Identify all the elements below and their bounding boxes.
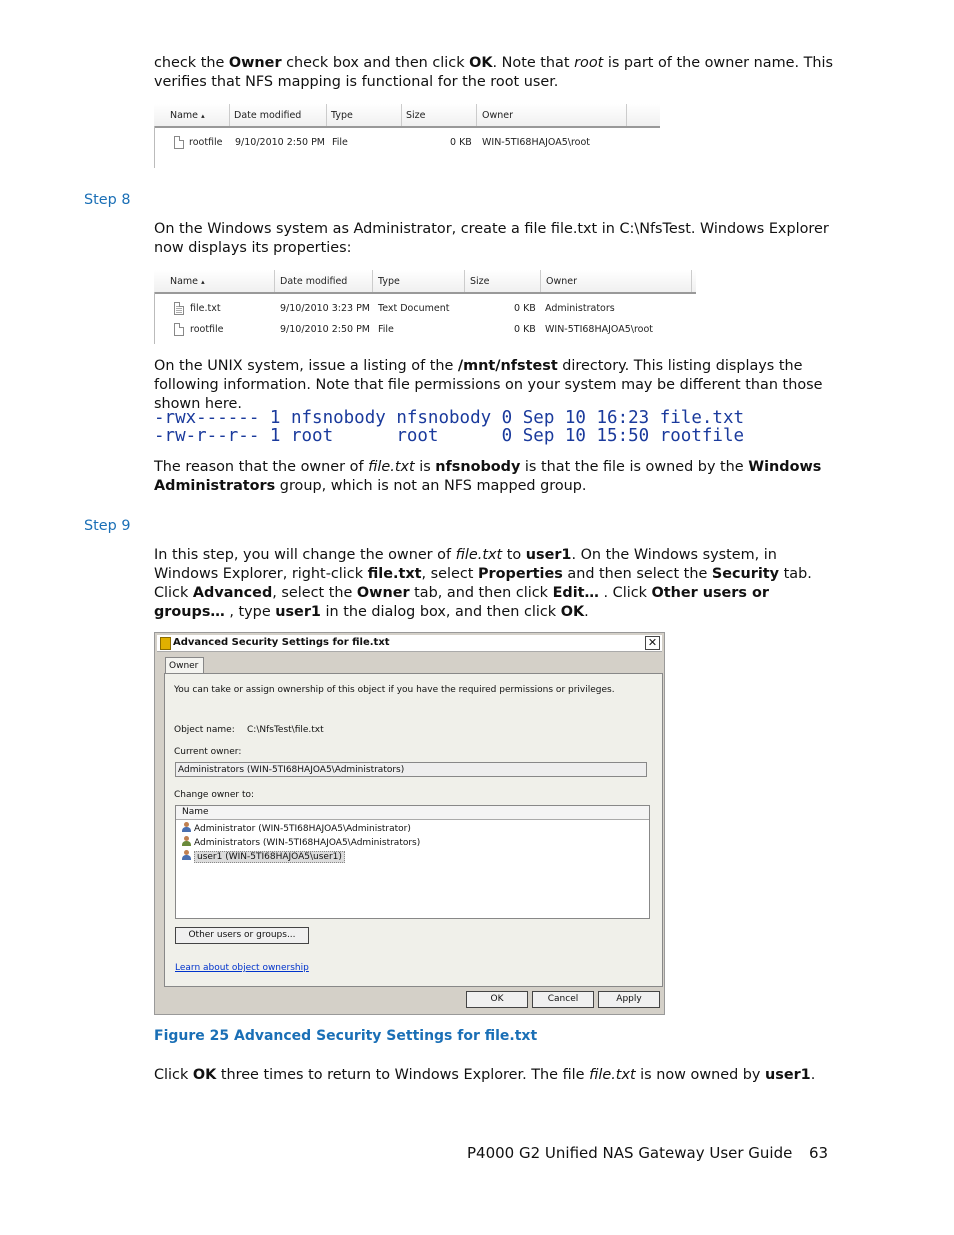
- list-item-administrator[interactable]: Administrator (WIN-5TI68HAJOA5\Administrator): [182, 822, 411, 835]
- column-header-date[interactable]: Date modified: [230, 104, 327, 126]
- explorer-header: [154, 270, 696, 294]
- file-date: 9/10/2010 2:50 PM: [280, 324, 371, 335]
- page-number: 63: [809, 1144, 829, 1162]
- file-size: 0 KB: [514, 324, 536, 335]
- file-date: 9/10/2010 2:50 PM: [235, 137, 326, 148]
- current-owner-field: Administrators (WIN-5TI68HAJOA5\Administrators): [175, 762, 647, 777]
- file-row[interactable]: [154, 134, 660, 152]
- file-type: File: [332, 137, 348, 148]
- column-header-date[interactable]: Date modified: [275, 270, 373, 292]
- file-name: file.txt: [190, 303, 221, 314]
- file-row[interactable]: [154, 321, 696, 339]
- column-header-type[interactable]: Type: [373, 270, 465, 292]
- explorer-header: [154, 104, 660, 128]
- listing-line-1: -rwx------ 1 nfsnobody nfsnobody 0 Sep 10 16:23 file.txt: [154, 408, 745, 428]
- step-9-text: In this step, you will change the owner of file.txt to user1. On the Windows system, in Windows Explorer, right-click file.txt, select Properties and then select the Security tab. Click Advanced, select the Owner tab, and then click Edit… . Click Other users or groups… , type user1 in the dialog box, and then click OK.: [154, 547, 812, 620]
- reason-paragraph: The reason that the owner of file.txt is nfsnobody is that the file is owned by the Windows Administrators group, which is not an NFS mapped group.: [154, 459, 822, 494]
- close-button[interactable]: [645, 636, 660, 650]
- column-header-type[interactable]: Type: [327, 104, 402, 126]
- explorer-listing-rootfile: [154, 104, 660, 168]
- list-header-name[interactable]: Name: [176, 806, 649, 820]
- column-header-size[interactable]: Size: [402, 104, 477, 126]
- column-header-owner[interactable]: Owner: [477, 104, 627, 126]
- change-owner-label: Change owner to:: [174, 790, 255, 800]
- figure-caption: Figure 25 Advanced Security Settings for file.txt: [154, 1028, 538, 1044]
- column-header-name[interactable]: Name ▴: [154, 104, 230, 126]
- other-users-button[interactable]: Other users or groups...: [175, 927, 309, 944]
- dialog-titlebar: [157, 635, 662, 652]
- file-icon: [174, 323, 184, 336]
- object-name-value: C:\NfsTest\file.txt: [247, 725, 324, 735]
- step-8-text: On the Windows system as Administrator, create a file file.txt in C:\NfsTest. Windows Explorer now displays its properties:: [154, 221, 829, 256]
- file-owner: Administrators: [545, 303, 615, 314]
- owner-panel: [164, 673, 663, 987]
- dialog-title: Advanced Security Settings for file.txt: [173, 637, 390, 648]
- file-date: 9/10/2010 3:23 PM: [280, 303, 371, 314]
- file-row[interactable]: [154, 300, 696, 318]
- column-header-size[interactable]: Size: [465, 270, 541, 292]
- file-owner: WIN-5TI68HAJOA5\root: [482, 137, 591, 148]
- learn-ownership-link[interactable]: Learn about object ownership: [175, 963, 309, 973]
- column-header-name[interactable]: Name ▴: [154, 270, 275, 292]
- text-file-icon: [174, 302, 184, 315]
- file-name: rootfile: [189, 137, 223, 148]
- advanced-security-dialog: [154, 632, 665, 1015]
- footer-title: P4000 G2 Unified NAS Gateway User Guide: [467, 1144, 793, 1162]
- file-owner: WIN-5TI68HAJOA5\root: [545, 324, 654, 335]
- change-owner-list[interactable]: [175, 805, 650, 919]
- step-9-label: Step 9: [84, 518, 131, 534]
- cancel-button[interactable]: Cancel: [532, 991, 594, 1008]
- lock-folder-icon: [160, 637, 171, 650]
- intro-paragraph: check the Owner check box and then click OK. Note that root is part of the owner name. This verifies that NFS mapping is functional for the root user.: [154, 55, 834, 90]
- user-icon: [182, 822, 191, 832]
- tab-owner[interactable]: Owner: [165, 657, 204, 674]
- file-size: 0 KB: [514, 303, 536, 314]
- ok-button[interactable]: OK: [466, 991, 528, 1008]
- closing-paragraph: Click OK three times to return to Windows Explorer. The file file.txt is now owned by user1.: [154, 1067, 816, 1083]
- list-item-user1[interactable]: user1 (WIN-5TI68HAJOA5\user1): [182, 850, 345, 863]
- file-icon: [174, 136, 184, 149]
- file-size: 0 KB: [450, 137, 472, 148]
- user-icon: [182, 850, 191, 860]
- file-name: rootfile: [190, 324, 224, 335]
- column-header-owner[interactable]: Owner: [541, 270, 692, 292]
- listing-line-2: -rw-r--r-- 1 root root 0 Sep 10 15:50 rootfile: [154, 426, 745, 446]
- owner-description: You can take or assign ownership of this object if you have the required permissions or privileges.: [174, 685, 615, 695]
- list-item-administrators[interactable]: Administrators (WIN-5TI68HAJOA5\Administrators): [182, 836, 420, 849]
- close-icon: ✕: [647, 636, 658, 649]
- file-type: Text Document: [378, 303, 450, 314]
- explorer-listing-two-files: [154, 270, 696, 344]
- group-icon: [182, 836, 191, 846]
- unix-paragraph: On the UNIX system, issue a listing of the /mnt/nfstest directory. This listing displays the following information. Note that file permissions on your system may be different than those shown here.: [154, 358, 823, 412]
- file-type: File: [378, 324, 394, 335]
- current-owner-label: Current owner:: [174, 747, 242, 757]
- step-8-label: Step 8: [84, 192, 131, 208]
- object-name-label: Object name:: [174, 725, 235, 735]
- apply-button[interactable]: Apply: [598, 991, 660, 1008]
